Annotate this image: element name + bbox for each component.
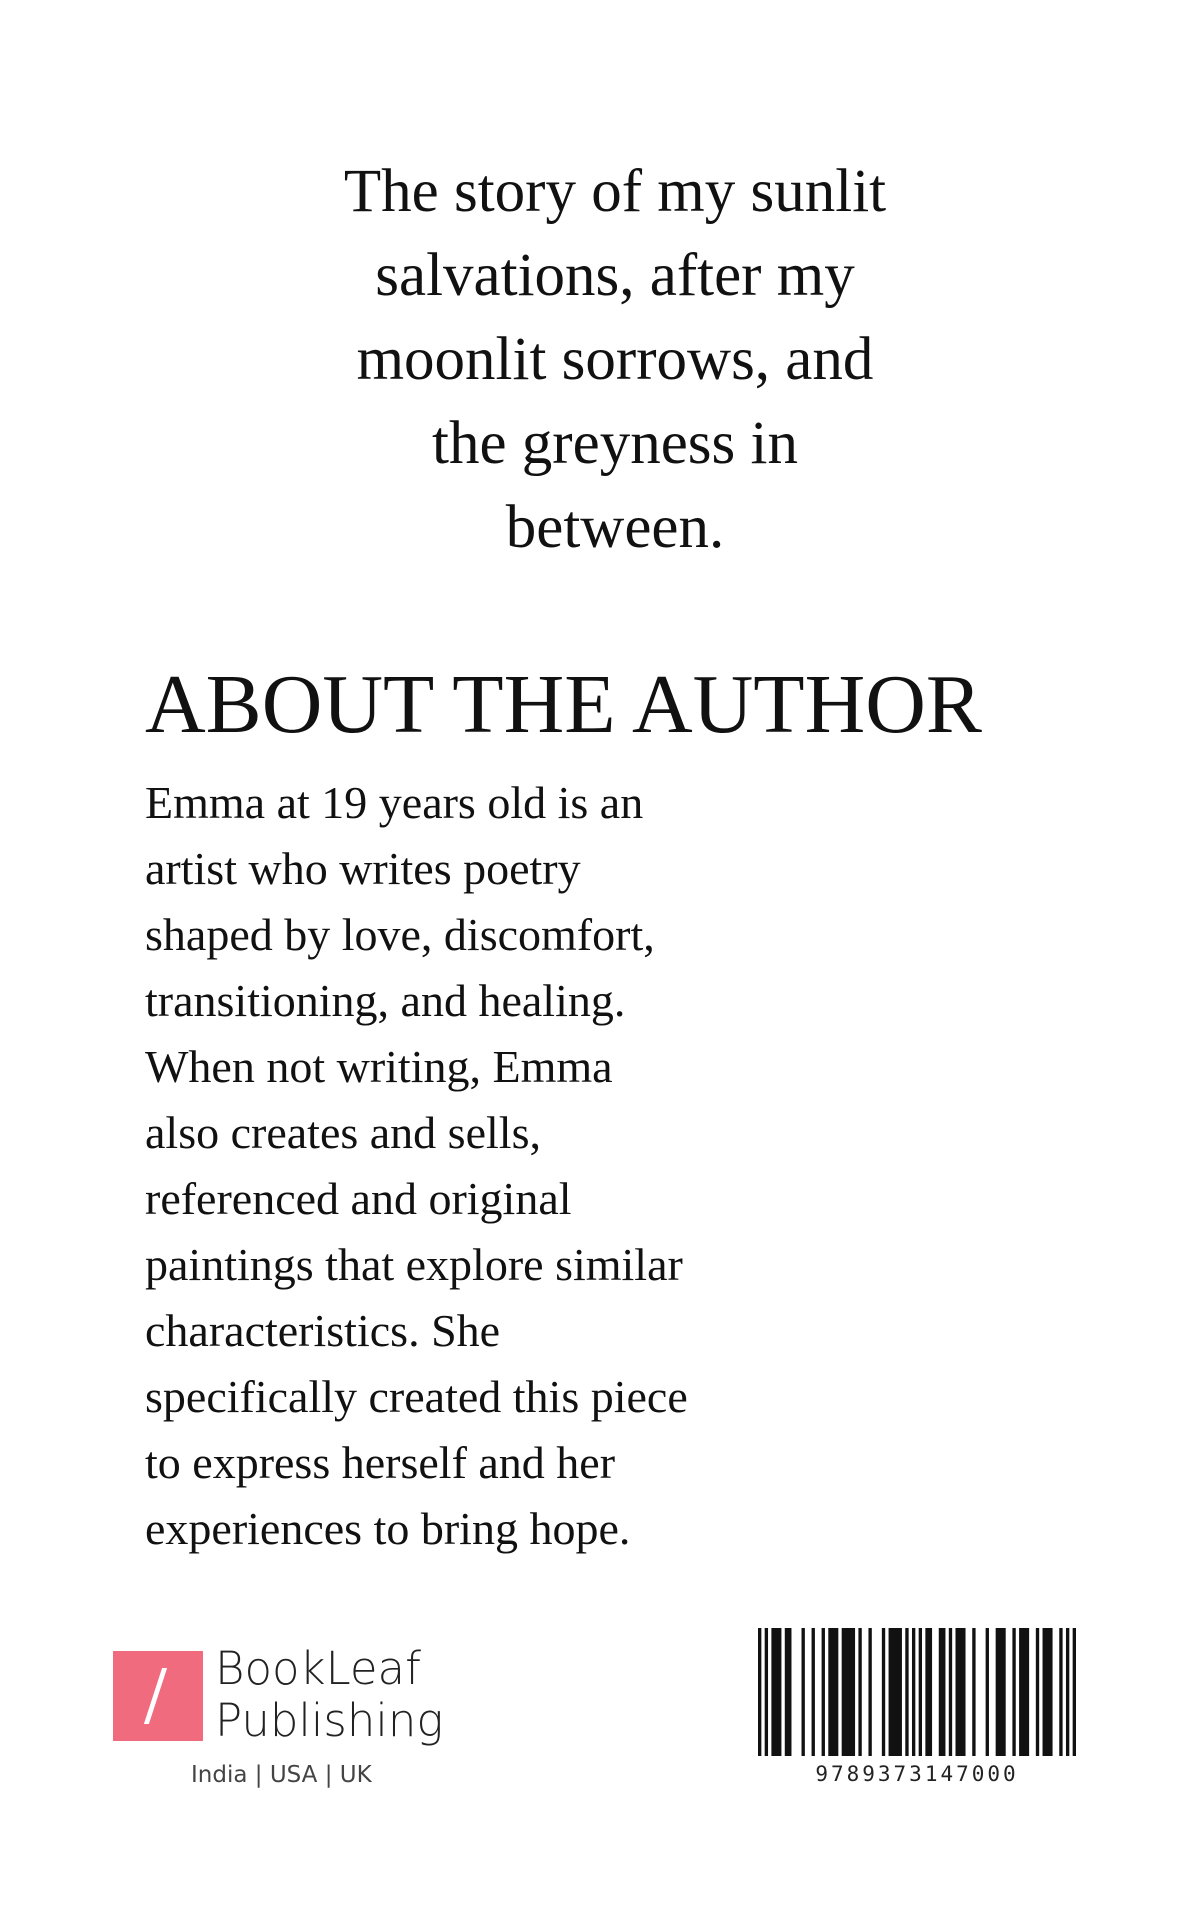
barcode-bar [1073, 1628, 1076, 1756]
barcode-bar [1066, 1628, 1069, 1756]
bio-line: to express herself and her [145, 1437, 616, 1488]
publisher-logo-mark [113, 1651, 203, 1741]
barcode-bar [1059, 1628, 1062, 1756]
barcode-bar [1043, 1628, 1053, 1756]
publisher-name [215, 1643, 443, 1747]
barcode-bar [765, 1628, 768, 1756]
bio-line: specifically created this piece [145, 1371, 688, 1422]
barcode-bar [996, 1628, 1006, 1756]
barcode-bar [822, 1628, 825, 1756]
tagline-line: The story of my sunlit [343, 158, 887, 225]
publisher-name-line2: Publishing [215, 1694, 444, 1747]
barcode-bar [771, 1628, 781, 1756]
bio-line: artist who writes poetry [145, 843, 581, 894]
barcode-bar [785, 1628, 792, 1756]
barcode-bar [802, 1628, 805, 1756]
publisher-name-line1: BookLeaf [215, 1642, 421, 1695]
barcode-bar [882, 1628, 885, 1756]
barcode-bar [1036, 1628, 1039, 1756]
barcode-bar [972, 1628, 975, 1756]
tagline-line: the greyness in [432, 410, 798, 477]
tagline-line: moonlit sorrows, and [356, 326, 874, 393]
bio-line: referenced and original [145, 1173, 572, 1224]
barcode-bar [939, 1628, 946, 1756]
tagline-line: salvations, after my [375, 242, 855, 309]
barcode-bar [925, 1628, 932, 1756]
barcode-bar [889, 1628, 902, 1756]
bio-line: Emma at 19 years old is an [145, 777, 644, 828]
bio-line: also creates and sells, [145, 1107, 541, 1158]
slash-icon [144, 1668, 167, 1724]
author-bio [145, 770, 688, 1562]
barcode-bar [949, 1628, 952, 1756]
tagline-line: between. [505, 494, 725, 561]
back-cover-tagline [300, 150, 930, 570]
barcode-bar [919, 1628, 922, 1756]
barcode-bar [758, 1628, 761, 1756]
barcode-bar [858, 1628, 861, 1756]
barcode-bar [828, 1628, 838, 1756]
bio-line: When not writing, Emma [145, 1041, 613, 1092]
bio-line: shaped by love, discomfort, [145, 909, 655, 960]
barcode-bar [986, 1628, 989, 1756]
publisher-regions: India | USA | UK [191, 1762, 372, 1788]
barcode-bar [812, 1628, 815, 1756]
about-author-heading: ABOUT THE AUTHOR [145, 658, 982, 751]
publisher-logo [113, 1642, 493, 1801]
bio-line: transitioning, and healing. [145, 975, 626, 1026]
barcode-bar [912, 1628, 915, 1756]
isbn-number: 9789373147000 [815, 1762, 1019, 1786]
isbn-barcode [758, 1628, 1076, 1788]
barcode-bar [868, 1628, 871, 1756]
bio-line: experiences to bring hope. [145, 1503, 631, 1554]
barcode-bar [1012, 1628, 1015, 1756]
barcode-bar [1019, 1628, 1029, 1756]
barcode-bars [758, 1628, 1076, 1756]
barcode-bar [842, 1628, 855, 1756]
barcode-bar [955, 1628, 965, 1756]
bio-line: paintings that explore similar [145, 1239, 683, 1290]
bio-line: characteristics. She [145, 1305, 501, 1356]
barcode-bar [905, 1628, 908, 1756]
